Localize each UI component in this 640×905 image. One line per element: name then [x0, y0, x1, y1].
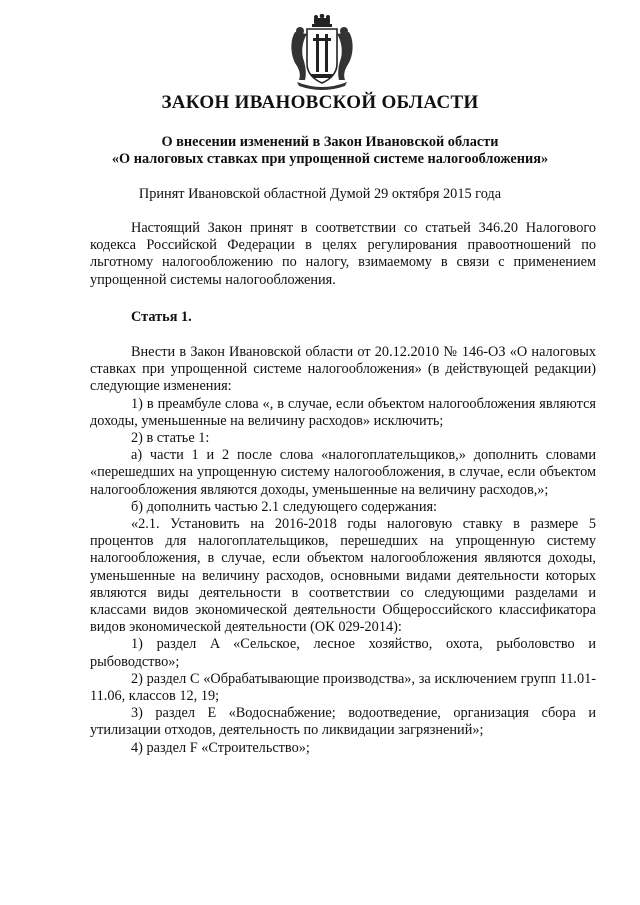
- article-paragraph: а) части 1 и 2 после слова «налогоплательщиков,» дополнить словами «перешедших на упрощенную систему налогообложения, в случае, если объектом налогообложения являются доходы, уменьшенные на величину расходов,»;: [90, 447, 596, 498]
- adoption-note: Принят Ивановской областной Думой 29 октября 2015 года: [138, 186, 502, 202]
- intro-text: Настоящий Закон принят в соответствии со статьей 346.20 Налогового кодекса Российской Федерации в целях регулирования правоотношений по льготному налогообложению по налогу, взимаемому в связи с применением упрощенной системы налогообложения.: [90, 220, 596, 288]
- article-paragraph: 1) раздел A «Сельское, лесное хозяйство, охота, рыболовство и рыбоводство»;: [90, 636, 596, 670]
- article-paragraph: Внести в Закон Ивановской области от 20.12.2010 № 146-ОЗ «О налоговых ставках при упрощенной системе налогообложения» (в действующей редакции) следующие изменения:: [90, 344, 596, 395]
- law-title: ЗАКОН ИВАНОВСКОЙ ОБЛАСТИ: [161, 92, 479, 113]
- intro-paragraph: [90, 220, 596, 289]
- article-1-body: [90, 344, 596, 757]
- article-paragraph: 2) в статье 1:: [131, 430, 210, 447]
- subtitle-line-1: О внесении изменений в Закон Ивановской области: [161, 134, 499, 150]
- coat-of-arms-icon: [287, 14, 357, 92]
- subtitle-line-2: «О налоговых ставках при упрощенной системе налогообложения»: [111, 151, 549, 167]
- article-paragraph: 2) раздел C «Обрабатывающие производства», за исключением групп 11.01-11.06, классов 12, 19;: [90, 670, 596, 705]
- article-paragraph: б) дополнить частью 2.1 следующего содержания:: [131, 498, 438, 515]
- article-paragraph: 3) раздел E «Водоснабжение; водоотведение, организация сбора и утилизации отходов, деятельность по ликвидации загрязнений»;: [90, 705, 596, 739]
- article-paragraph: 1) в преамбуле слова «, в случае, если объектом налогообложения являются доходы, уменьшенные на величину расходов» исключить;: [90, 395, 596, 429]
- law-subtitle: [60, 134, 600, 168]
- article-1-heading: Статья 1.: [131, 309, 192, 325]
- article-paragraph: 4) раздел F «Строительство»;: [131, 739, 310, 756]
- article-paragraph: «2.1. Установить на 2016-2018 годы налоговую ставку в размере 5 процентов для налогоплательщиков, перешедших на упрощенную систему налогообложения, в случае, если объектом налогообложения являются доходы, уменьшенные на величину расходов, основными видами деятельности которых являются виды деятельности в соответствии со следующими разделами и классами видов экономической деятельности Общероссийского классификатора видов экономической деятельности (ОК 029-2014):: [90, 516, 596, 636]
